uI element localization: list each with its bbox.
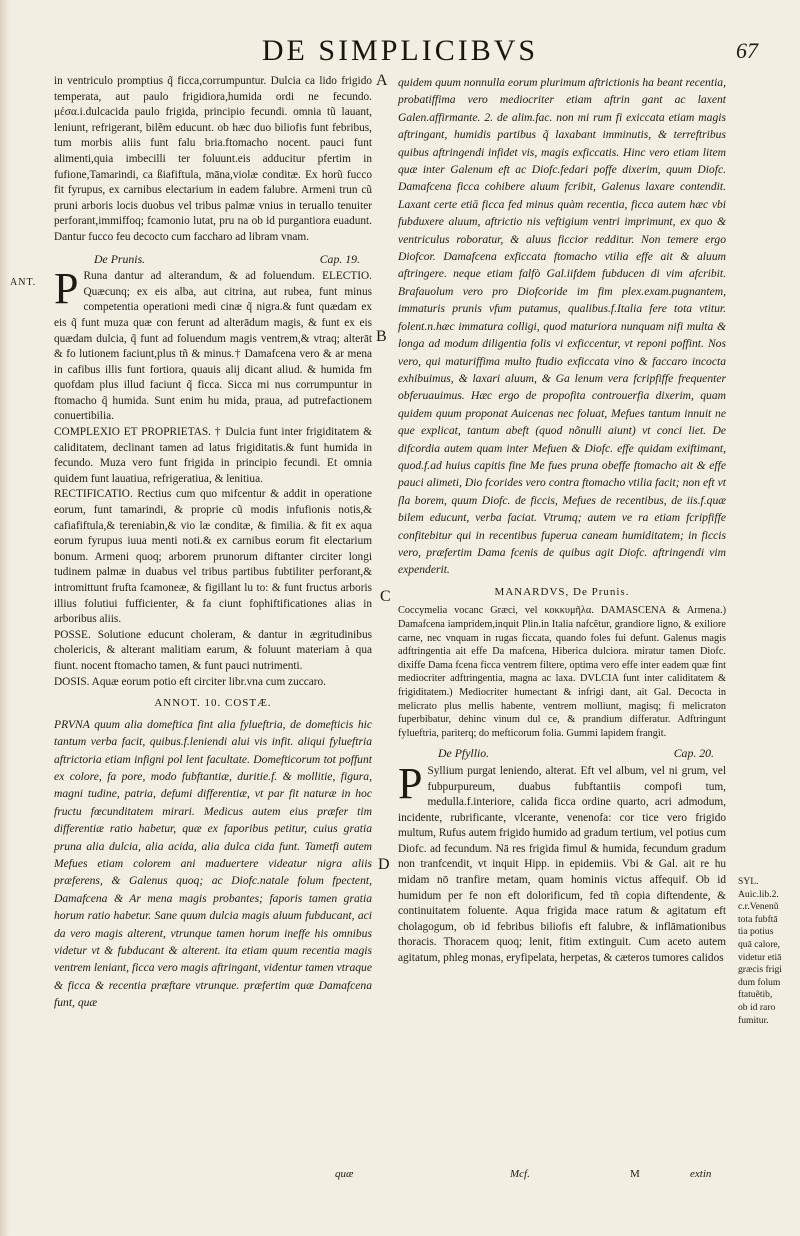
left-paragraph-posse: POSSE. Solutione educunt choleram, & dantur in ægritudinibus cholericis, & alterant malitiam earum, & foluunt materiam à qua fiunt. nocent ftomacho tamen, & funt pauci nutrimenti. <box>54 628 372 672</box>
left-paragraph-complexio: COMPLEXIO ET PROPRIETAS. † Dulcia funt inter frigiditatem & caliditatem, declinant tamen ad latus frigiditatis.& funt humida in fecundo. Muza vero funt frigida in principio fecundi. Et omnia quidem funt lauatiua, refrigeratiua, & lenitiua. <box>54 426 372 485</box>
side-note-line: videtur etiā <box>738 951 782 963</box>
side-note-line: dum folum <box>738 976 781 988</box>
side-note-line: ob id raro <box>738 1001 776 1013</box>
chapter-20-number: Cap. 20. <box>673 746 714 761</box>
drop-cap: P <box>398 763 423 808</box>
chapter-20-heading <box>438 746 714 762</box>
side-note-line: tia potius <box>738 926 774 938</box>
right-paragraph-psyllium: Syllium purgat leniendo, alterat. Eft vel album, vel ni grum, vel fubpurpureum, duabus fubftantiis compofi tum, medulla.f.interiore, calida ficca ordine quarto, acri admodum, incidente, rubrificante, vlcerante, venenofa: cor tice vero frigido multum, Rufus autem frigido humido ad gradum tertium, vel potius cum Diofc. ad fecundum. Nā res frigida fimul & humida, fecundum gradum non tranfcendit, vt inquit Hipp. in epidemiis. Vbi & Gal. ait re hu midam nō tranfire metam, quam hominis victus affequif. Ob id humidum per fe non eft dolorificum, fed tñ copia diftendente, & continuitatem foluente. Aqua frigida mace ratum & agitatum eft cholagogum, ob id febribus biliofis eft falubre, & inflāmationibus thoracis. Thoracem quoq; lenit, fitim extinguit. Cum aceto autem agitatum, phleg monas, eryfipelata, herpetas, & cæteros tumores calidos <box>398 764 726 965</box>
chapter-19-title: De Prunis. <box>94 251 146 266</box>
left-column <box>54 74 372 1012</box>
annotation-text: PRVNA quum alia domeftica fint alia fylueftria, de domefticis hic tantum verba facit, quibus.f.leniendi alui vis infit. aliqui fylueftria aftrictoria etiam infigni pol lent facultate. Domefticorum tot poffunt ex colore, fa pore, modo fubftantiæ, duritie.f. & mollitie, figura, magni tudine, patria, defumi differentiæ, vt par fit naturæ in hoc fructu fœcunditatem mirari. Medicus autem eius præfer tim differentiæ ratio habetur, quæ ex faporibus petitur, cuius gratia pruna alia dulcia, alia acida, alia dulca cida funt. Tametfi autem Mefues etiam colorem ani maduertere videatur nigra aliis præferens, & Galenus quoq; ac Diofc.natale folum fpectent, Damafcena & Ar mena magis probantes; faporis tamen gratia horum ratio habetur. Sane quum dulcia magis aluum fubducant, aci da vero magis alterent, vtrunque tamen horum ineffe his omnibus videtur vt & fubducant & alterent. ita etiam quum recentia magis ventrem leniant, ficca vero magis aftringant, videntur tamen vtraque & ficca & recentia præftare vtrunque. præfertim quæ Damafcena funt, quæ <box>54 717 372 1010</box>
chapter-20-opening <box>398 764 726 967</box>
side-note-line: ftatuẽtib, <box>738 989 773 1001</box>
page-gutter-shadow <box>0 0 10 1236</box>
side-note-line: c.r.Venenũ <box>738 901 779 913</box>
margin-letter-d: D <box>378 856 390 873</box>
margin-letter-a: A <box>376 72 388 89</box>
side-note-line: græcis frigi <box>738 964 782 976</box>
catchword-left: quæ <box>335 1168 354 1180</box>
running-title: DE SIMPLICIBVS <box>261 34 539 67</box>
left-paragraph-dosis: DOSIS. Aquæ eorum potio eft circiter libr.vna cum zuccaro. <box>54 675 326 688</box>
side-note <box>738 876 796 1027</box>
margin-label-ant: ANT. <box>10 277 37 288</box>
right-column <box>398 74 726 967</box>
side-note-line: fumitur. <box>738 1014 769 1026</box>
left-paragraph-rectificatio: RECTIFICATIO. Rectius cum quo mifcentur & addit in operatione eorum, funt tamarindi, & proprie cũ modis infufionis notis,& cafiafiftula,& tereniabin,& vio læ conditæ, & fimilia. & fit ex aqua eorum fyrupus iuua menti noti.& ex carnibus eorum fit electarium bonum. Armeni quoq; arborem prunorum diftanter circiter longi tudinem palmæ in duabus vel tribus partibus fubtiliter perforant,& intromittunt frufta fcamoneæ, & figillant lu to: & funt fructus arboris illius folutiui fufficienter, & fa ciunt fophiftificationes alias in arboribus aliis. <box>54 488 372 626</box>
side-note-line: quā calore, <box>738 938 781 950</box>
left-paragraph-1: in ventriculo promptius q̃ ficca,corrumpuntur. Dulcia ca lido frigido temperata, aut paulo frigidiora,humida ordi ne fecundo. μέσα.i.dulcacida paulo frigida, principio fecundi. omnia tũ lauant, leniunt, refrigerant, bilẽm educunt. ob hæc duo biliofis funt febribus, tum morbis aliis funt falu bria.ftomacho nocent. pauci funt alimenti,quia imbecilli ter foluunt.eis adducitur pfertim in fufione,Tamarindi, ca ßiafiftula, māna,violæ conditæ. Ex horũ fucco fit fyrupus, ex carnibus electarium in eadem falubre. Armeni trun cũ pruni arboris locis duobus vel tribus palmæ vnius in teruallo tenuiter perforant,immiffoq; fcamonio lutat, pru na ob id purgantiora euadunt. Dantur fucco feu decocto cum faccharo ad libram vnam. <box>54 75 372 243</box>
chapter-20-title: De Pfyllio. <box>438 746 490 761</box>
manardus-heading: MANARDVS, De Prunis. <box>494 585 630 598</box>
manardus-text: Coccymelia vocanc Græci, vel κοκκυμῆλα. DAMASCENA & Armena.) Damafcena iampridem,inquit Plin.in Italia nafcẽtur, grandiore ligno, & exiliore carne, nec vnquam in rugas ficcata, quando foles fui defunt. Galenus magis adftringentia ait effe Da mafcena, Hiberica dulciora. miratur tamen Diofc. dixiffe Dama fcena ficca ventrem filtere, optima vero effe inter eadem quæ fint mediocriter adftringentia, magna ac laxa. DVLCIA funt inter caliditatem & frigiditatem.) Mediocriter humectant & infrigi dant, ait Gal. Decocta in melicrato plus mellis habente, ventrem molliunt, magisq; fi melicraton fuperbibatur, dehinc vinum dul ce, & prandium differatur. Adftringunt fylueftria, pariterq; do mefticorum folia. Gummi lapidem frangit. <box>398 605 726 739</box>
side-note-line: Auic.lib.2. <box>738 888 779 900</box>
side-note-line: SYL. <box>738 876 759 887</box>
drop-cap: P <box>54 269 79 314</box>
left-paragraph-2: Runa dantur ad alterandum, & ad foluendum. ELECTIO. Quæcunq; ex eis alba, aut citrina, aut rubea, funt minus competentia operationi medi cinæ q̃ nigra.& funt quædam ex eis q̃ funt muza quæ con ferunt ad alterādum magis, & funt ex eis quædam dulcia, q̃ funt ad foluendum magis ventrem,& vtraq; alterāt & fo lutionem faciunt,plus tñ & minus.† Damafcena vero & ar mena in cafibus illis funt fortiora, quauis alĳ dicant aliud. & humida fm quofdam plus illud faciunt q̃ ficca. Sicca mi nus corrumpuntur in ftomacho q̃ humida. Sunt enim hu mida, praua, ad putrefactionem conuertibilia. <box>54 270 372 423</box>
page-number: 67 <box>736 38 758 63</box>
right-annotation-continuation: quidem quum nonnulla eorum plurimum aftrictionis ha beant recentia, probatiffima vero mediocriter etiam aftrin gant ac laxent Galen.affirmante. 2. de alim.fac. non mi rum fi exiccata etiam magis aftringant, humidis partibus q̃ laxabant imminutis, & terreftribus quibus aftringendi infidet vis, magis exficcatis. Hinc vero etiam litem quæ inter Galenum eft ac Diofc.fedari poffe dixerim, quum Diofc. Damafcena ficca cohibere aluum fcribit, Galenus laxare contendit. Laxant certe etiā ficca fed minus quàm recentia, ficca autem hæc vbi fubduxere aluum, aftrictio nis veftigium ventri imprimunt, ex quo & ventriculus roboratur, & aluus ficcior redditur. Non temere ergo Diofcor. Damafcena exficcata ftomacho vtilia effe ait & aluum aftringere. neque etiam falfò Gal.iifdem fubducen di vim afcribit. Brafauolum vero pro Diofcoride im fim plex.exam.pugnantem, immaturis prunis vfum putamus, qualibus.f.Italia fere tota vtitur. folent.n.hæc immatura colligi, quod maturiora nunquam nifi multa & longa ad modum diligentia folis vi exficcentur, vt reponi poffint. Nos vero, qui maturiffima multo ftudio exficcata vino & faccaro incocta exhibuimus, & laxari aluum, & Ga lenum vera fcripfiffe frequenter obferuauimus. Hæc ergo de propofita controuerfia dixerim, quam quidem quum proponat Auicenas nec foluat, Mefues tantum innuit ne que explicat, tantum abeft (quod nõnulli aiunt) vt conci liet. De difcordia autem quam inter Mefuen & Diofc. effe quidam exiftimant, quod.f.ad huius capitis fine Me fues pruna obeffe ftomacho ait & effe pauci alimeti, Dio fcorides vero contra ftomacho vtilia facit; non eft vt ſla borem, quum Diofc. de ficcis, Mefues de recentibus, de iis.f.quæ bilem educunt, verba faciat. Vtrumq; autem ve ra etiam fcripfiffe confitebitur qui in recentibus fuperua caneam humiditatem; in ficcis vero, præfertim Dama fcenis de quibus agit Diofc. aftringendi vim expenderit. <box>398 76 726 577</box>
chapter-19-heading <box>94 252 360 268</box>
side-note-line: tota fubftā <box>738 913 778 925</box>
margin-letter-b: B <box>376 328 387 345</box>
signature-letter: M <box>630 1168 640 1180</box>
chapter-19-opening <box>54 269 372 425</box>
page-header <box>0 34 800 74</box>
catchword-right: extin <box>690 1168 712 1180</box>
chapter-19-number: Cap. 19. <box>319 251 360 266</box>
signature-mark: Mcf. <box>510 1168 530 1180</box>
annotation-heading: ANNOT. 10. COSTÆ. <box>154 697 272 710</box>
margin-letter-c: C <box>380 588 391 605</box>
